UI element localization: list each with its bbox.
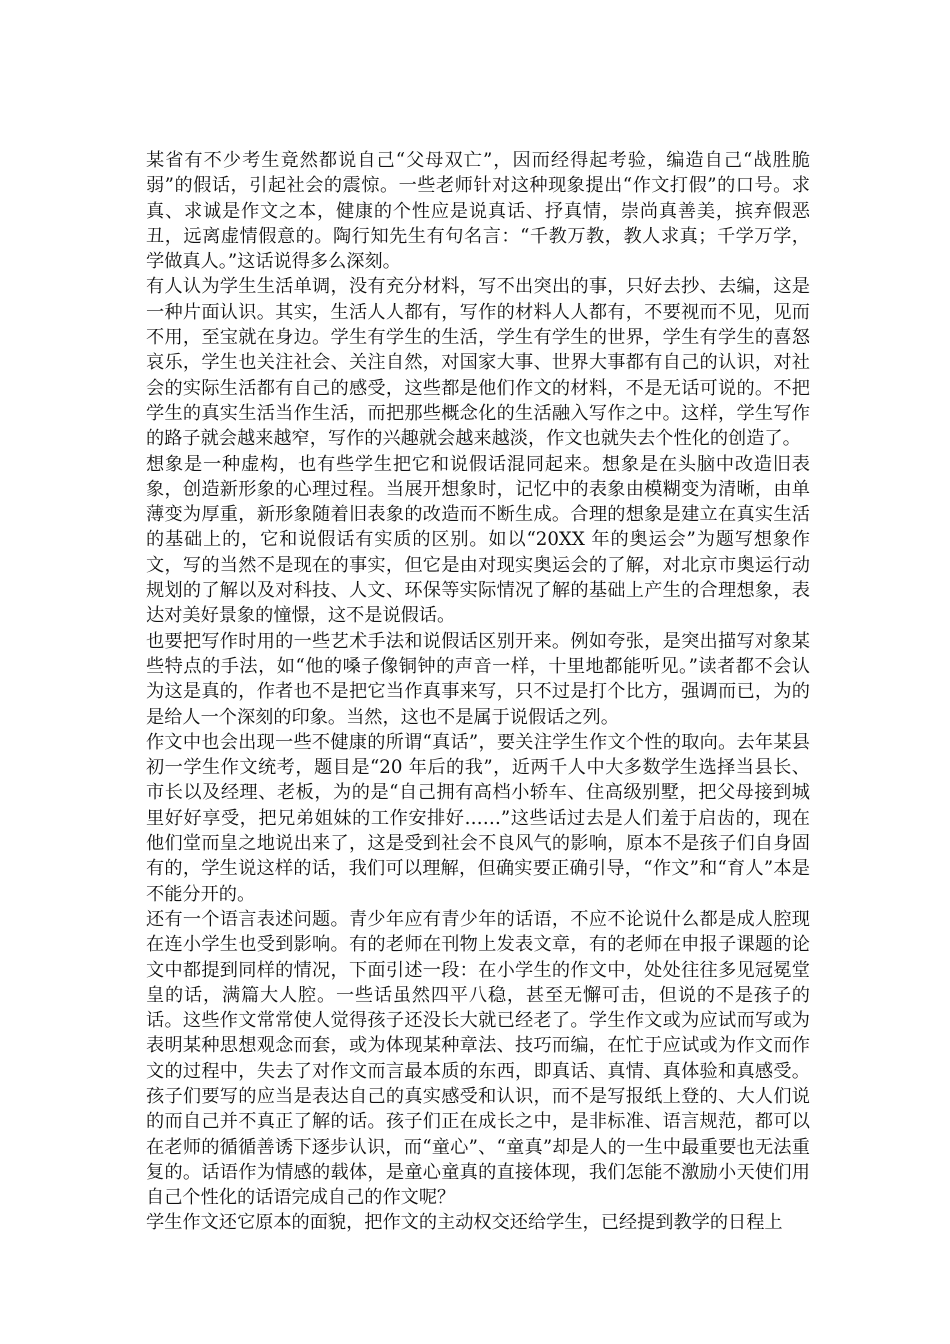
paragraph-2: 有人认为学生生活单调，没有充分材料，写不出突出的事，只好去抄、去编，这是一种片面认识。其实，生活人人都有，写作的材料人人都有，不要视而不见，见而不用，至宝就在身边。学生有学生的生活，学生有学生的世界，学生有学生的喜怒哀乐，学生也关注社会、关注自然，对国家大事、世界大事都有自己的认识，对社会的实际生活都有自己的感受，这些都是他们作文的材料，不是无话可说的。不把学生的真实生活当作生活，而把那些概念化的生活融入写作之中。这样，学生写作的路子就会越来越窄，写作的兴趣就会越来越淡，作文也就失去个性化的创造了。 [146, 276, 810, 450]
paragraph-4: 也要把写作时用的一些艺术手法和说假话区别开来。例如夸张，是突出描写对象某些特点的手法，如“他的嗓子像铜钟的声音一样，十里地都能听见。”读者都不会认为这是真的，作者也不是把它当作真事来写，只不过是打个比方，强调而已，为的是给人一个深刻的印象。当然，这也不是属于说假话之列。 [146, 630, 810, 728]
paragraph-1: 某省有不少考生竟然都说自己“父母双亡”，因而经得起考验，编造自己“战胜脆弱”的假话，引起社会的震惊。一些老师针对这种现象提出“作文打假”的口号。求真、求诚是作文之本，健康的个性应是说真话、抒真情，崇尚真善美，摈弃假恶丑，远离虚情假意的。陶行知先生有句名言：“千教万教，教人求真；千学万学，学做真人。”这话说得多么深刻。 [146, 150, 810, 273]
paragraph-6: 还有一个语言表述问题。青少年应有青少年的话语，不应不论说什么都是成人腔现在连小学生也受到影响。有的老师在刊物上发表文章，有的老师在申报子课题的论文中都提到同样的情况，下面引述一段：在小学生的作文中，处处往往多见冠冕堂皇的话，满篇大人腔。一些话虽然四平八稳，甚至无懈可击，但说的不是孩子的话。这些作文常常使人觉得孩子还没长大就已经老了。学生作文或为应试而写或为表明某种思想观念而套，或为体现某种章法、技巧而编，在忙于应试或为作文而作文的过程中，失去了对作文而言最本质的东西，即真话、真情、真体验和真感受。孩子们要写的应当是表达自己的真实感受和认识，而不是写报纸上登的、大人们说的而自己并不真正了解的话。孩子们正在成长之中，是非标准、语言规范，都可以在老师的循循善诱下逐步认识，而“童心”、“童真”却是人的一生中最重要也无法重复的。话语作为情感的载体，是童心童真的直接体现，我们怎能不激励小天使们用自己个性化的话语完成自己的作文呢？ [146, 908, 810, 1209]
document-body [146, 148, 810, 1236]
paragraph-5: 作文中也会出现一些不健康的所谓“真话”，要关注学生作文个性的取向。去年某县初一学生作文统考，题目是“20 年后的我”，近两千人中大多数学生选择当县长、市长以及经理、老板，为的是“自己拥有高档小轿车、住高级别墅，把父母接到城里好好享受，把兄弟姐妹的工作安排好……”这些话过去是人们羞于启齿的，现在他们堂而皇之地说出来了，这是受到社会不良风气的影响，原本不是孩子们自身固有的，学生说这样的话，我们可以理解，但确实要正确引导，“作文”和“育人”本是不能分开的。 [146, 731, 810, 905]
paragraph-7: 学生作文还它原本的面貌，把作文的主动权交还给学生，已经提到教学的日程上 [146, 1212, 783, 1234]
paragraph-3: 想象是一种虚构，也有些学生把它和说假话混同起来。想象是在头脑中改造旧表象，创造新形象的心理过程。当展开想象时，记忆中的表象由模糊变为清晰，由单薄变为厚重，新形象随着旧表象的改造而不断生成。合理的想象是建立在真实生活的基础上的，它和说假话有实质的区别。如以“20XX 年的奥运会”为题写想象作文，写的当然不是现在的事实，但它是由对现实奥运会的了解，对北京市奥运行动规划的了解以及对科技、人文、环保等实际情况了解的基础上产生的合理想象，表达对美好景象的憧憬，这不是说假话。 [146, 453, 810, 627]
